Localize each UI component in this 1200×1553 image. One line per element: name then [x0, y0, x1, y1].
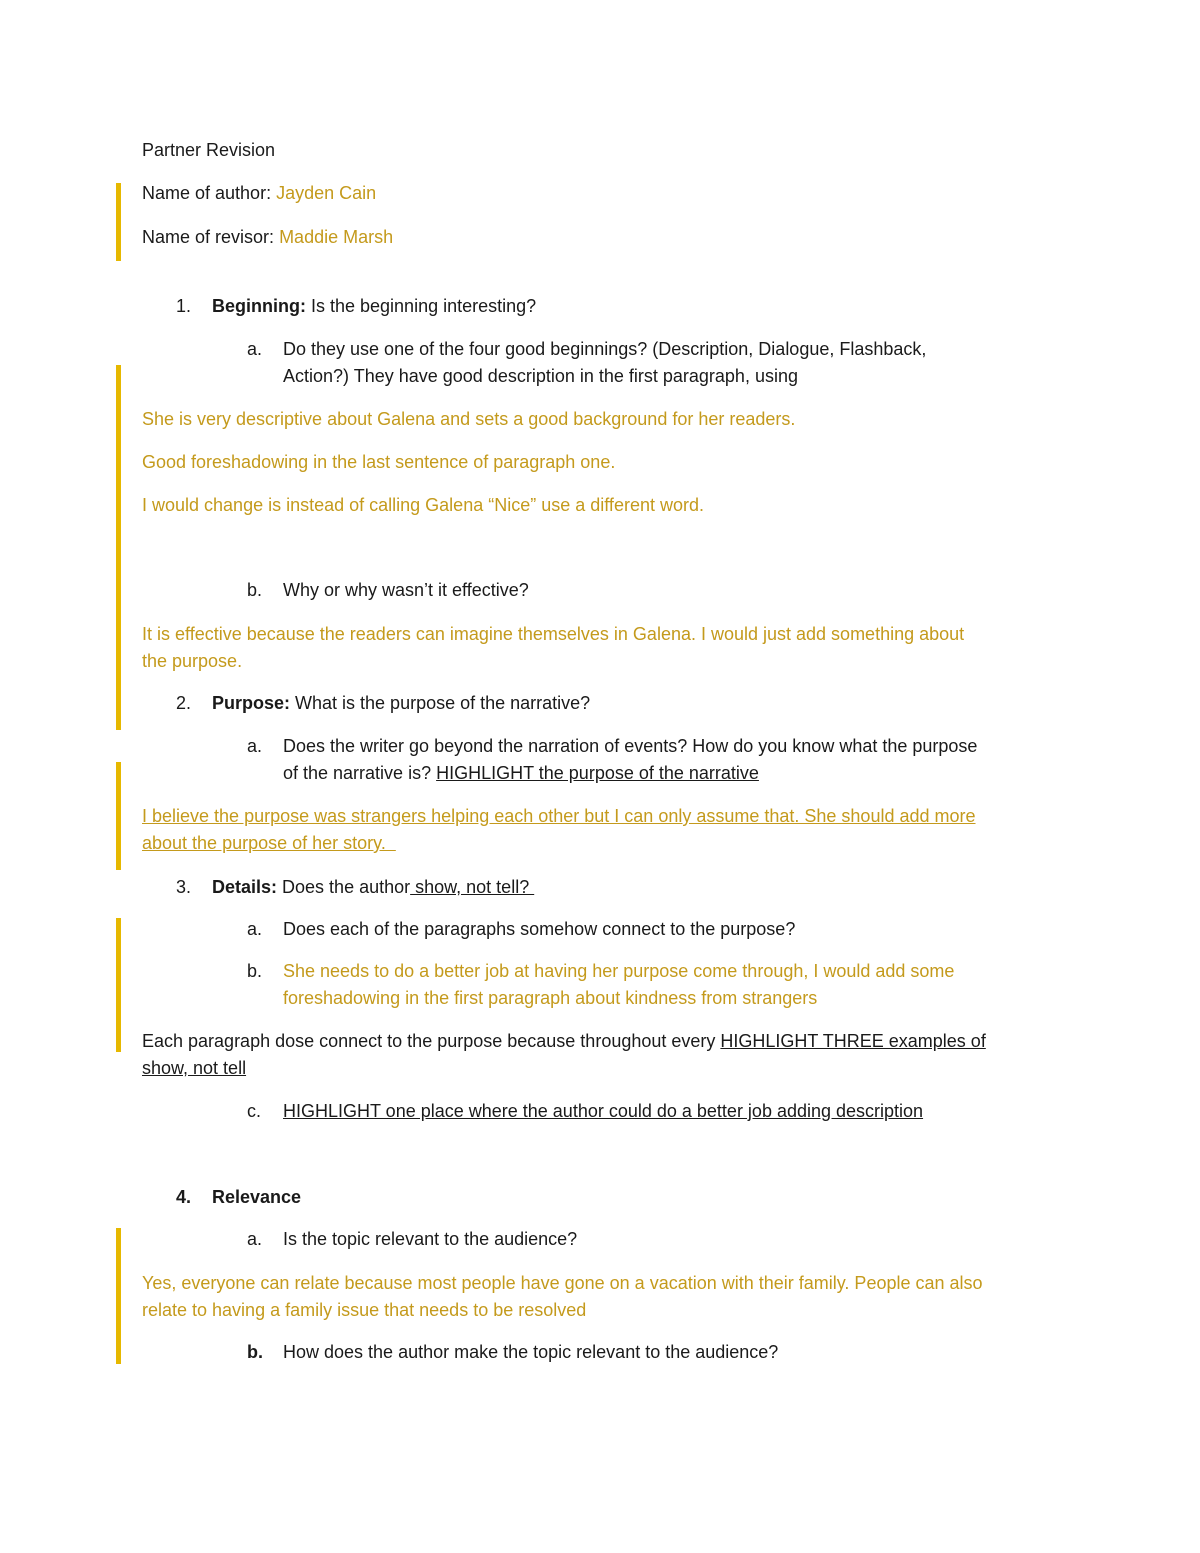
question-2a: [247, 735, 977, 757]
question-3b: [247, 960, 954, 982]
question-number: 3.: [176, 877, 192, 897]
revisor-label: Name of revisor:: [142, 227, 275, 247]
question-text: What is the purpose of the narrative?: [290, 693, 591, 713]
question-2: [176, 692, 590, 714]
question-text: Does the author: [277, 877, 411, 897]
question-1b: [247, 579, 529, 601]
response-text: I believe the purpose was strangers helping each other but I can only assume that. She should add more: [142, 806, 976, 826]
question-label: Relevance: [212, 1187, 302, 1207]
sub-text: Is the topic relevant to the audience?: [283, 1229, 578, 1249]
question-4b: [247, 1341, 778, 1363]
question-number: 1.: [176, 296, 192, 316]
question-1a-continued: Action?) They have good description in the first paragraph, using: [283, 366, 798, 386]
change-bar: [116, 365, 121, 730]
sub-text: How does the author make the topic relevant to the audience?: [283, 1342, 779, 1362]
author-name-line: [142, 182, 376, 204]
question-4a: [247, 1228, 577, 1250]
highlight-instruction: show, not tell: [142, 1058, 247, 1078]
page-title: Partner Revision: [142, 140, 276, 160]
question-number: 4.: [176, 1187, 192, 1207]
author-label: Name of author:: [142, 183, 272, 203]
response-text: relate to having a family issue that needs to be resolved: [142, 1300, 587, 1320]
question-1: [176, 295, 536, 317]
change-bar: [116, 183, 121, 261]
question-3: [176, 876, 534, 898]
sub-text: Why or why wasn’t it effective?: [283, 580, 529, 600]
response-text: Yes, everyone can relate because most people have gone on a vacation with their family. People can also: [142, 1273, 983, 1293]
response-text: foreshadowing in the first paragraph about kindness from strangers: [283, 988, 818, 1008]
question-3a: [247, 918, 795, 940]
sub-letter: b.: [247, 580, 263, 600]
sub-letter: a.: [247, 919, 263, 939]
highlight-instruction: HIGHLIGHT one place where the author could do a better job adding description: [283, 1101, 924, 1121]
question-2a-continued: [283, 762, 759, 784]
sub-letter: c.: [247, 1101, 262, 1121]
revisor-name-line: [142, 226, 393, 248]
change-bar: [116, 1228, 121, 1364]
revisor-value: Maddie Marsh: [279, 227, 394, 247]
sub-letter: a.: [247, 736, 263, 756]
change-bar: [116, 762, 121, 870]
highlight-instruction: show, not tell?: [410, 877, 535, 897]
question-1a: [247, 338, 926, 360]
question-4: [176, 1186, 301, 1208]
response-text: She needs to do a better job at having her purpose come through, I would add some: [283, 961, 955, 981]
sub-text: Does the writer go beyond the narration of events? How do you know what the purpose: [283, 736, 978, 756]
sub-letter: b.: [247, 1342, 263, 1362]
response-text: She is very descriptive about Galena and sets a good background for her readers.: [142, 409, 796, 429]
response-text: It is effective because the readers can imagine themselves in Galena. I would just add something about: [142, 624, 965, 644]
question-label: Purpose:: [212, 693, 291, 713]
author-value: Jayden Cain: [276, 183, 377, 203]
question-text: Is the beginning interesting?: [305, 296, 537, 316]
highlight-instruction: HIGHLIGHT THREE examples of: [720, 1031, 986, 1051]
sub-text: of the narrative is?: [283, 763, 437, 783]
question-3c: [247, 1100, 923, 1122]
response-text: about the purpose of her story.: [142, 833, 396, 853]
response-text: I would change is instead of calling Galena “Nice” use a different word.: [142, 495, 704, 515]
response-text: the purpose.: [142, 651, 243, 671]
question-label: Details:: [212, 877, 278, 897]
highlight-instruction: HIGHLIGHT the purpose of the narrative: [436, 763, 759, 783]
response-text: [142, 1030, 986, 1052]
sub-letter: a.: [247, 1229, 263, 1249]
sub-letter: a.: [247, 339, 263, 359]
question-number: 2.: [176, 693, 192, 713]
sub-letter: b.: [247, 961, 263, 981]
sub-text: Does each of the paragraphs somehow connect to the purpose?: [283, 919, 796, 939]
response-plain: Each paragraph dose connect to the purpose because throughout every: [142, 1031, 721, 1051]
question-label: Beginning:: [212, 296, 306, 316]
sub-text: Do they use one of the four good beginnings? (Description, Dialogue, Flashback,: [283, 339, 927, 359]
change-bar: [116, 918, 121, 1052]
response-text: Good foreshadowing in the last sentence of paragraph one.: [142, 452, 616, 472]
